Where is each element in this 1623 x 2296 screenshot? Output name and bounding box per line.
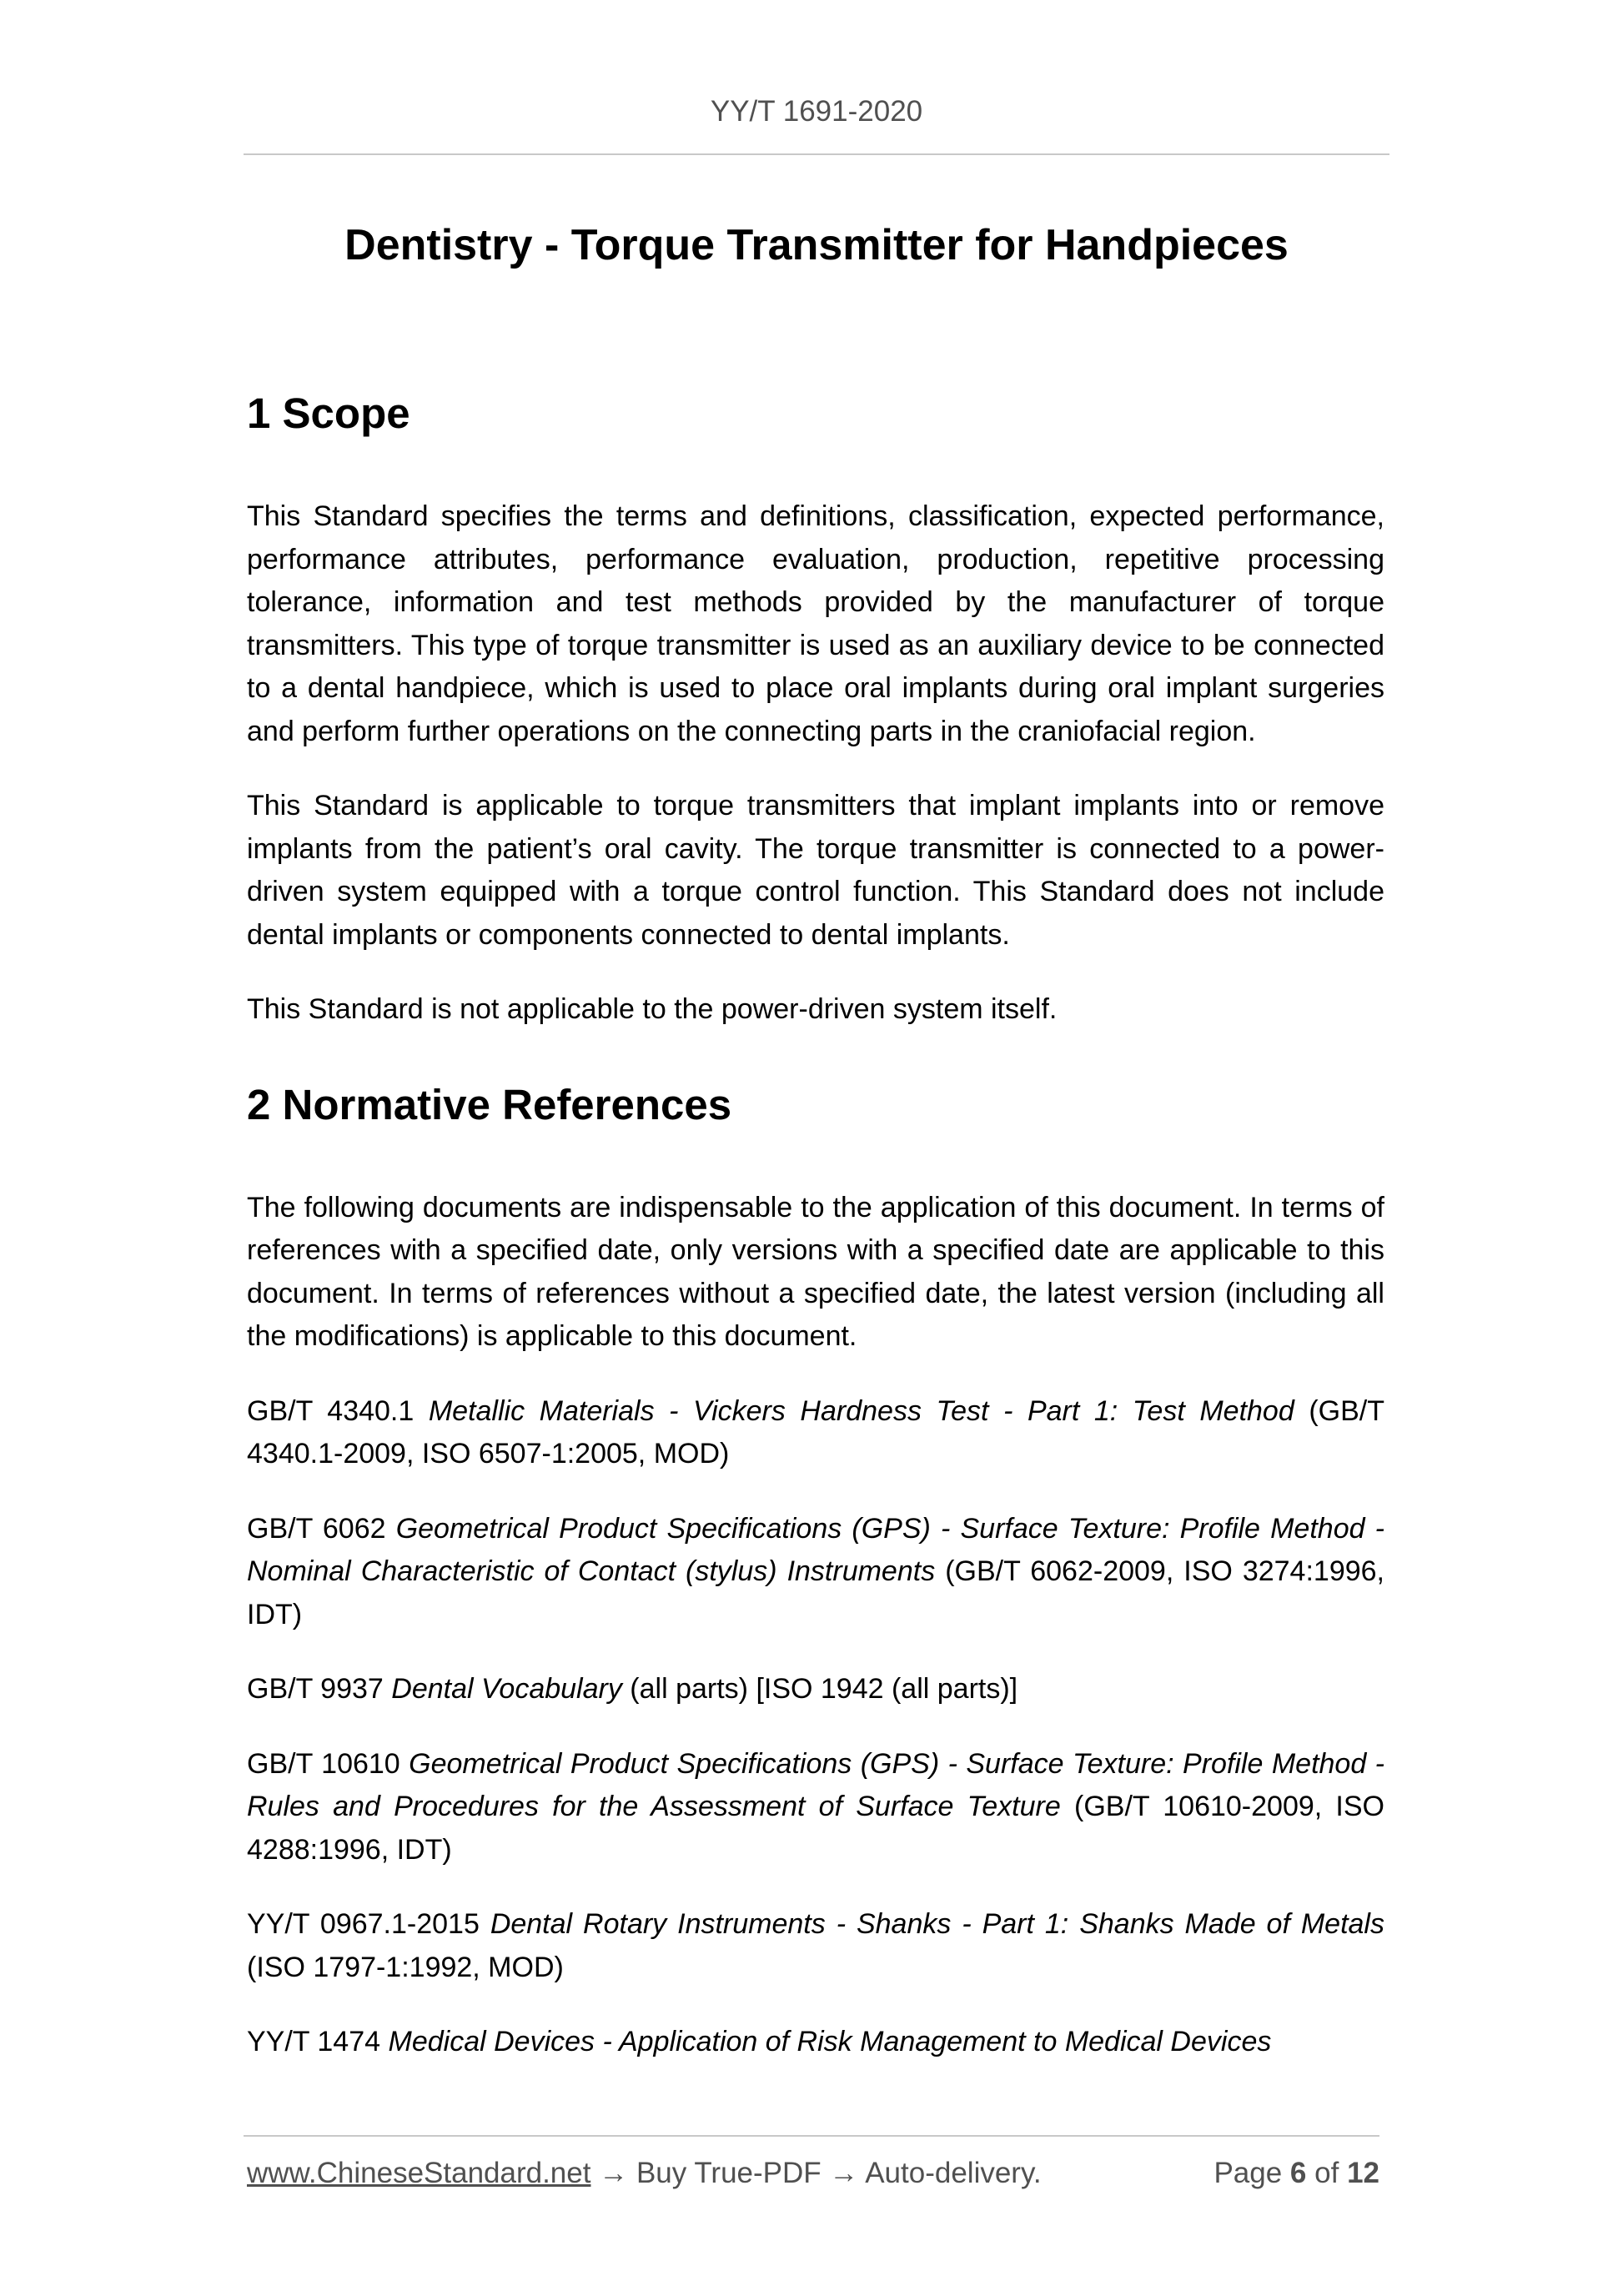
page-number: [1213, 2157, 1379, 2190]
scope-paragraph: This Standard is applicable to torque transmitters that implant implants into or remove implants from the patient’s oral cavity. The torque transmitter is connected to a power-driven system equipped with a torque control function. This Standard does not include dental implants or components connected to dental implants.: [247, 790, 1384, 951]
reference-title: Geometrical Product Specifications (GPS) - Surface Texture: Profile Method - Nominal Characteristic of Contact (stylus) Instruments: [247, 1512, 1385, 1587]
reference-note: (GB/T 6062-2009, ISO 3274:1996, IDT): [247, 1555, 1384, 1630]
reference-item: [247, 1903, 1384, 1989]
section-heading-normative-references: 2 Normative References: [247, 1080, 732, 1128]
reference-title: Dental Rotary Instruments - Shanks - Part 1: Shanks Made of Metals: [490, 1908, 1384, 1940]
reference-item: [247, 1508, 1384, 1637]
reference-title: Dental Vocabulary: [391, 1673, 622, 1705]
scope-paragraph: This Standard specifies the terms and definitions, classification, expected performance, performance attributes, performance evaluation, production, repetitive processing tolerance, information and test methods provided by the manufacturer of torque transmitters. This type of torque transmitter is used as an auxiliary device to be connected to a dental handpiece, which is used to place oral implants during oral implant surgeries and perform further operations on the connecting parts in the craniofacial region.: [247, 500, 1384, 747]
normative-intro: The following documents are indispensable to the application of this document. In terms of references with a specified date, only versions with a specified date are applicable to this document. In terms of references without a specified date, the latest version (including all the modifications) is applicable to this document.: [247, 1191, 1384, 1352]
reference-item: [247, 2021, 1384, 2064]
section-heading-scope: 1 Scope: [247, 389, 410, 437]
page-label: Page: [1213, 2157, 1283, 2189]
standard-code: YY/T 1691-2020: [710, 95, 923, 128]
reference-item: [247, 1743, 1384, 1872]
site-link[interactable]: www.ChineseStandard.net: [247, 2157, 591, 2189]
footer-promo: [247, 2157, 1042, 2190]
reference-code: YY/T 1474: [247, 2026, 381, 2057]
reference-code: GB/T 6062: [247, 1512, 386, 1545]
reference-code: GB/T 9937: [247, 1673, 384, 1705]
reference-title: Medical Devices - Application of Risk Management to Medical Devices: [388, 2026, 1272, 2057]
page-of: of: [1314, 2157, 1339, 2189]
page-total: 12: [1347, 2157, 1379, 2189]
scope-paragraph: This Standard is not applicable to the power-driven system itself.: [247, 993, 1058, 1025]
reference-code: GB/T 10610: [247, 1747, 400, 1780]
reference-title: Metallic Materials - Vickers Hardness Test - Part 1: Test Method: [428, 1394, 1294, 1427]
reference-code: YY/T 0967.1-2015: [247, 1908, 480, 1940]
page-current: 6: [1289, 2157, 1307, 2189]
reference-note: (ISO 1797-1:1992, MOD): [247, 1951, 564, 1983]
arrow-icon: →: [599, 2157, 629, 2189]
reference-note: (GB/T 4340.1-2009, ISO 6507-1:2005, MOD): [247, 1394, 1384, 1470]
reference-note: (all parts) [ISO 1942 (all parts)]: [630, 1673, 1018, 1705]
footer-divider: [244, 2135, 1379, 2137]
header-divider: [244, 153, 1389, 155]
reference-item: [247, 1390, 1384, 1476]
reference-title: Geometrical Product Specifications (GPS) - Surface Texture: Profile Method - Rules and Procedures for the Assessment of Surface Texture: [247, 1747, 1385, 1822]
reference-note: (GB/T 10610-2009, ISO 4288:1996, IDT): [247, 1791, 1384, 1866]
running-header: [244, 95, 1389, 128]
arrow-icon: →: [829, 2157, 859, 2189]
reference-item: [247, 1668, 1384, 1711]
page-footer: [247, 2157, 1379, 2193]
reference-code: GB/T 4340.1: [247, 1394, 415, 1427]
buy-text: Buy True-PDF: [636, 2157, 822, 2189]
document-title: Dentistry - Torque Transmitter for Handpieces: [344, 221, 1289, 269]
delivery-text: Auto-delivery.: [865, 2157, 1042, 2189]
document-body: [247, 384, 1384, 2064]
